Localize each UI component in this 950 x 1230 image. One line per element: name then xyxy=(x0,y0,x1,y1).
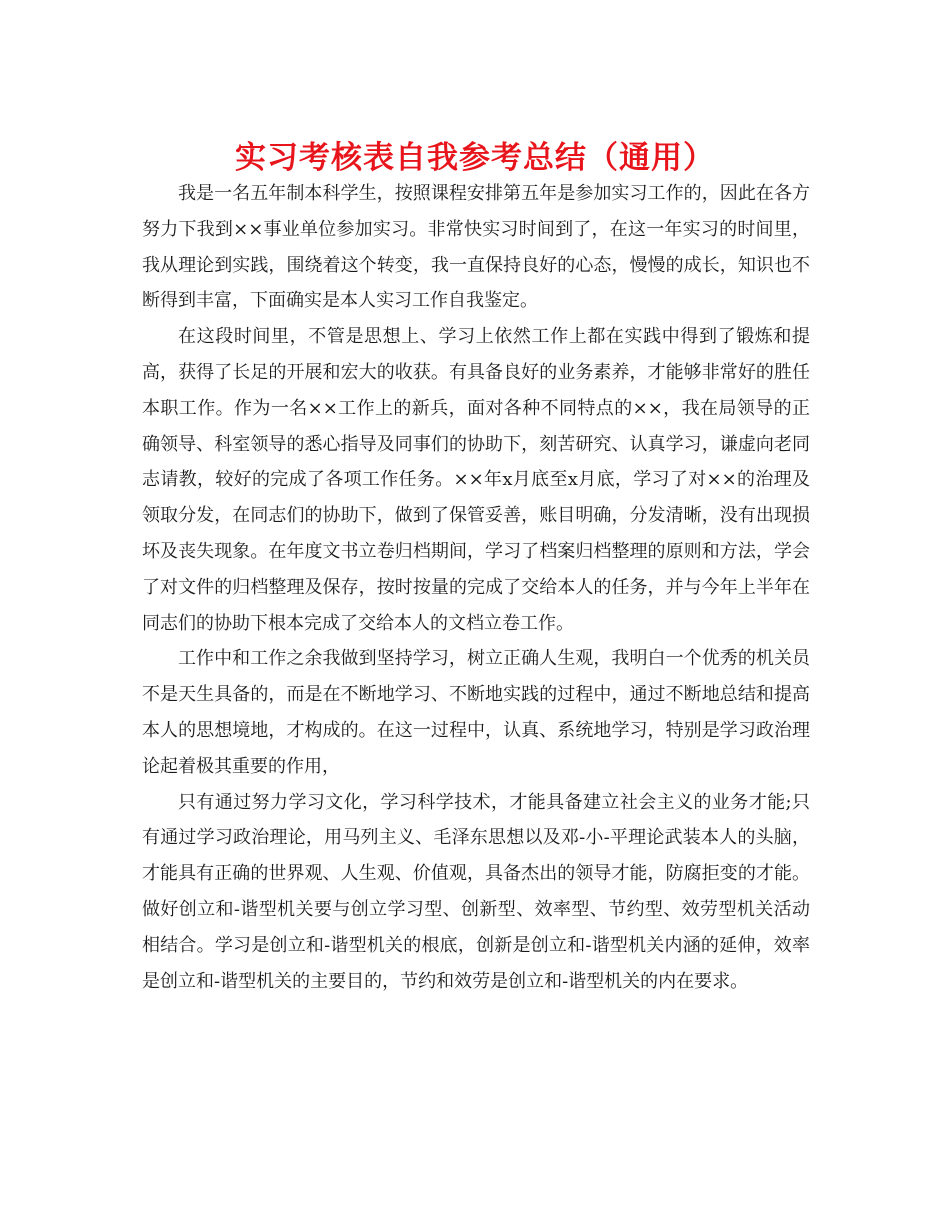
document-body xyxy=(142,176,810,999)
paragraph-3: 工作中和工作之余我做到坚持学习，树立正确人生观，我明白一个优秀的机关员不是天生具备的，而是在不断地学习、不断地实践的过程中，通过不断地总结和提高本人的思想境地，才构成的。在这一过程中，认真、系统地学习，特别是学习政治理论起着极其重要的作用， xyxy=(142,648,810,777)
document-title: 实习考核表自我参考总结（通用） xyxy=(235,140,715,176)
paragraph-2: 在这段时间里，不管是思想上、学习上依然工作上都在实践中得到了锻炼和提高，获得了长足的开展和宏大的收获。有具备良好的业务素养，才能够非常好的胜任本职工作。作为一名××工作上的新兵，面对各种不同特点的××，我在局领导的正确领导、科室领导的悉心指导及同事们的协助下，刻苦研究、认真学习，谦虚向老同志请教，较好的完成了各项工作任务。××年x月底至x月底，学习了对××的治理及领取分发，在同志们的协助下，做到了保管妥善，账目明确，分发清晰，没有出现损坏及丧失现象。在年度文书立卷归档期间，学习了档案归档整理的原则和方法，学会了对文件的归档整理及保存，按时按量的完成了交给本人的任务，并与今年上半年在同志们的协助下根本完成了交给本人的文档立卷工作。 xyxy=(142,326,810,634)
paragraph-1: 我是一名五年制本科学生，按照课程安排第五年是参加实习工作的，因此在各方努力下我到××事业单位参加实习。非常快实习时间到了，在这一年实习的时间里，我从理论到实践，围绕着这个转变，我一直保持良好的心态，慢慢的成长，知识也不断得到丰富，下面确实是本人实习工作自我鉴定。 xyxy=(142,183,810,312)
paragraph-4: 只有通过努力学习文化，学习科学技术，才能具备建立社会主义的业务才能;只有通过学习政治理论，用马列主义、毛泽东思想以及邓-小-平理论武装本人的头脑，才能具有正确的世界观、人生观、价值观，具备杰出的领导才能，防腐拒变的才能。做好创立和-谐型机关要与创立学习型、创新型、效率型、节约型、效劳型机关活动相结合。学习是创立和-谐型机关的根底，创新是创立和-谐型机关内涵的延伸，效率是创立和-谐型机关的主要目的，节约和效劳是创立和-谐型机关的内在要求。 xyxy=(142,791,810,992)
